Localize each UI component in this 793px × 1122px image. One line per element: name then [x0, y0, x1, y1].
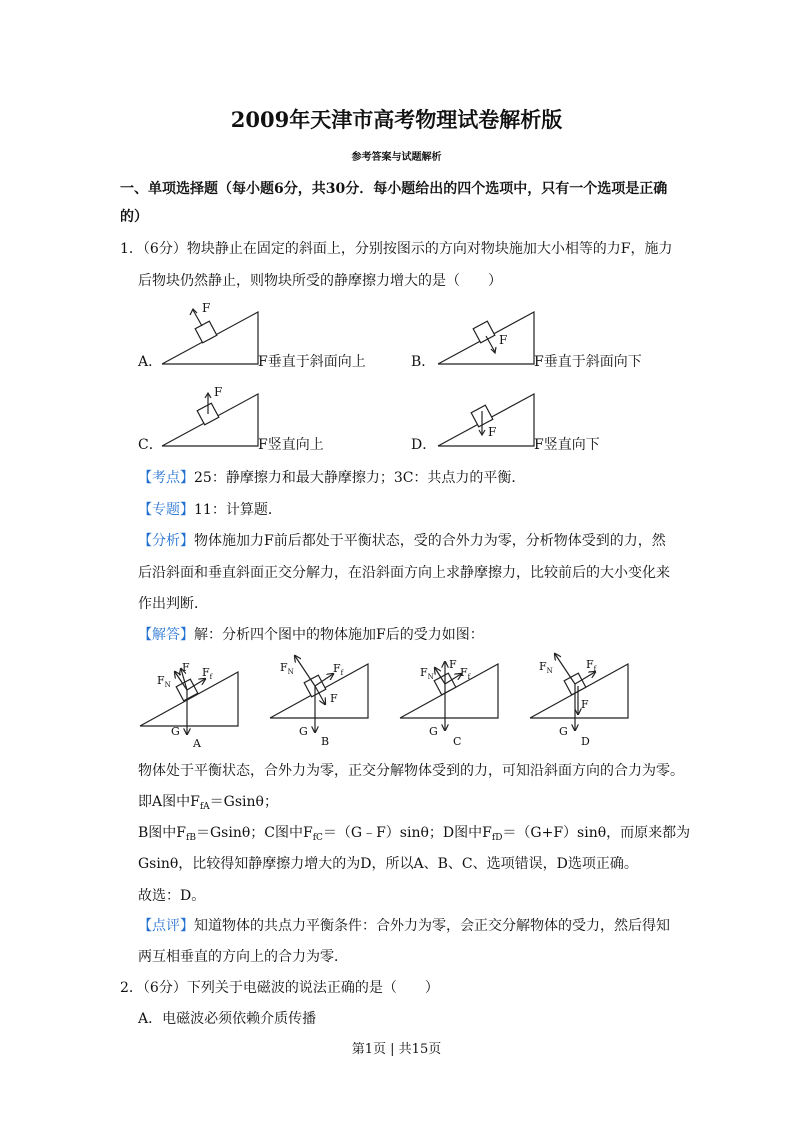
dianping-line2: 两互相垂直的方向上的合力为零． [138, 949, 348, 965]
option-d-text: F竖直向下 [534, 437, 600, 453]
force-arrow-b [486, 336, 495, 352]
section-heading-line2: 的） [120, 209, 148, 225]
solution-line2: 即A图中$F_{fA}=Gsin\theta$； [138, 794, 278, 812]
page-title: 2009年天津市高考物理试卷解析版 [230, 107, 563, 132]
force-arrow-a [193, 310, 202, 326]
zhuanti-tag: 【专题】 [138, 502, 194, 518]
diagram-a-g-label: G [171, 725, 180, 738]
option-a-letter: A． [138, 354, 163, 370]
question-2-option-a: A．电磁波必须依赖介质传播 [138, 1011, 317, 1027]
diagram-d-f-label: F [581, 698, 589, 711]
dianping-text1: 知道物体的共点力平衡条件：合外力为零，会正交分解物体的受力，然后得知 [194, 918, 670, 934]
jieda-text: 解：分析四个图中的物体施加F后的受力如图： [194, 627, 484, 643]
label-f-a: F [202, 301, 211, 315]
diagram-b-letter: B [321, 735, 330, 748]
question-1-stem-line2: 后物块仍然静止，则物块所受的静摩擦力增大的是（ ） [138, 273, 502, 289]
diagram-d-ff-label: $F_f$ [586, 658, 597, 673]
label-f-d: F [488, 425, 497, 439]
question-1-stem-line1: 1．（6分）物块静止在固定的斜面上，分别按图示的方向对物块施加大小相等的力F，施力 [120, 241, 673, 257]
diagram-a-ff-label: $F_f$ [202, 666, 213, 681]
diagram-c-letter: C [453, 735, 462, 748]
diagram-d-g-label: G [559, 725, 568, 738]
diagram-a-f-label: F [182, 661, 190, 674]
diagram-b-f-label: F [330, 692, 338, 705]
diagram-b-ff-label: $F_f$ [333, 662, 344, 677]
diagram-d-fn-label: $F_N$ [539, 660, 553, 675]
label-f-c: F [214, 385, 223, 399]
kaodian-text: 25：静摩擦力和最大静摩擦力；3C：共点力的平衡． [194, 470, 526, 486]
solution-answer: 故选：D。 [138, 888, 206, 904]
diagram-c-g-label: G [429, 725, 438, 738]
diagram-b-fn-label: $F_N$ [280, 661, 294, 676]
fenxi-tag: 【分析】 [138, 533, 194, 549]
block-b [473, 321, 495, 343]
fenxi-line1 [138, 530, 666, 550]
page-footer: 第1页 | 共15页 [351, 1042, 442, 1057]
page-subtitle: 参考答案与试题解析 [351, 152, 442, 163]
fenxi-line3: 作出判断． [138, 596, 208, 612]
option-a-text: F垂直于斜面向上 [258, 354, 366, 370]
option-b-letter: B． [411, 354, 436, 370]
section-heading-line1: 一、单项选择题（每小题6分，共30分．每小题给出的四个选项中，只有一个选项是正确 [120, 181, 668, 197]
jieda-tag: 【解答】 [138, 627, 194, 643]
force-diagrams [135, 646, 655, 750]
option-c-text: F竖直向上 [258, 437, 324, 453]
dianping-tag: 【点评】 [138, 918, 194, 934]
diagram-d-fn [555, 654, 575, 684]
dianping-line1 [138, 915, 670, 935]
jieda-line [138, 624, 484, 644]
label-f-b: F [499, 333, 508, 347]
fenxi-text1: 物体施加力F前后都处于平衡状态，受的合外力为零，分析物体受到的力，然 [194, 533, 666, 549]
diagram-a-fn-label: $F_N$ [157, 674, 171, 689]
block-a [195, 321, 217, 343]
zhuanti-text: 11：计算题． [194, 502, 282, 518]
kaodian-tag: 【考点】 [138, 470, 194, 486]
question-2-stem: 2．（6分）下列关于电磁波的说法正确的是（ ） [120, 980, 439, 996]
diagram-a-letter: A [193, 737, 201, 750]
diagram-d-letter: D [581, 735, 590, 748]
solution-line4: Gsinθ，比较得知静摩擦力增大的为D，所以A、B、C、选项错误，D选项正确。 [138, 856, 638, 872]
fenxi-line2: 后沿斜面和垂直斜面正交分解力，在沿斜面方向上求静摩擦力，比较前后的大小变化来 [138, 565, 670, 581]
option-b-text: F垂直于斜面向下 [534, 354, 642, 370]
diagram-c-f-label: F [449, 658, 457, 671]
diagram-c-ff-label: $F_f$ [460, 666, 471, 681]
kaodian-line [138, 467, 525, 487]
diagram-b-g-label: G [299, 725, 308, 738]
option-c-letter: C． [138, 437, 163, 453]
solution-line3: B图中$F_{fB}=Gsin\theta$；C图中$F_{fC}=(G﹣F)\sin\theta$；D图中$F_{fD}=(G+F)\sin\theta$，而原来都为 [138, 825, 691, 843]
diagram-b-fn [295, 656, 315, 686]
diagram-c-fn-label: $F_N$ [420, 666, 434, 681]
solution-line1: 物体处于平衡状态，合外力为零，正交分解物体受到的力，可知沿斜面方向的合力为零。 [138, 763, 684, 779]
option-d-letter: D． [411, 437, 437, 453]
zhuanti-line [138, 499, 282, 519]
